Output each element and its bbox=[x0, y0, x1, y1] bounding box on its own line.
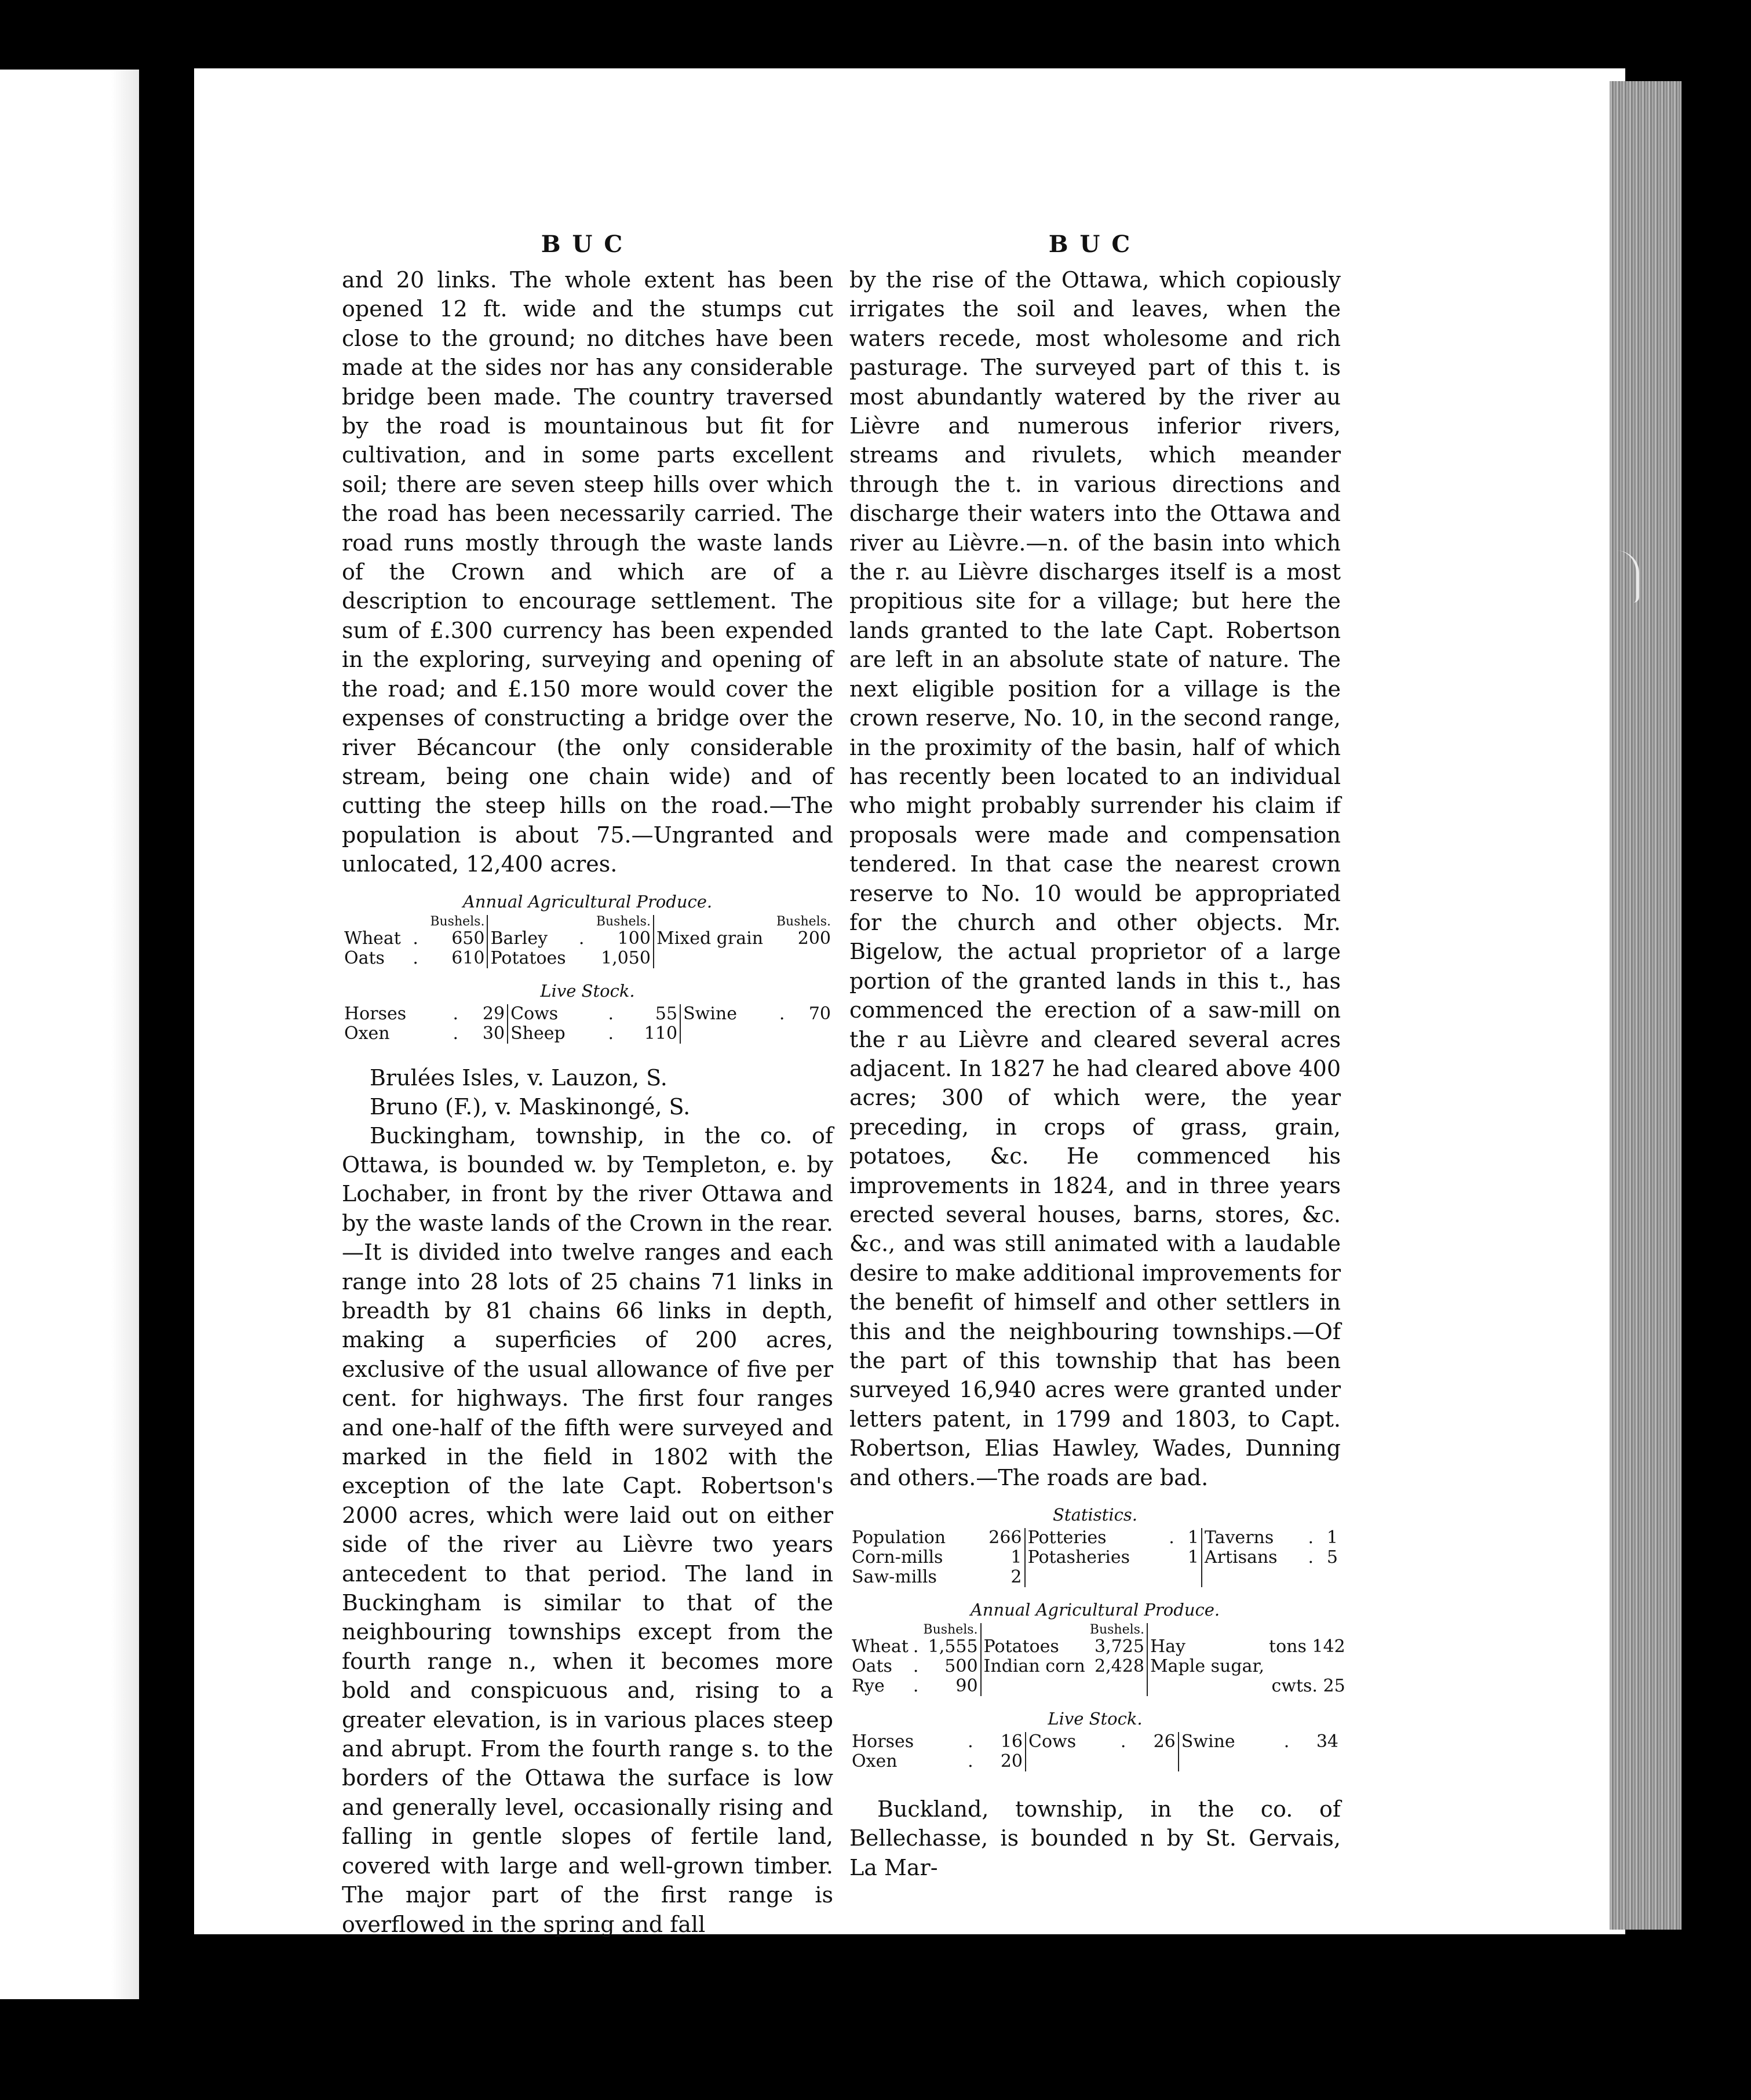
statistics-caption: Statistics. bbox=[1053, 1505, 1137, 1525]
table-row: Rye . 90 cwts. 25 bbox=[852, 1676, 1345, 1697]
running-head-left: BUC bbox=[541, 231, 634, 258]
paragraph-buckland: Buckland, township, in the co. of Bellechasse, is bounded n by St. Gervais, La Mar- bbox=[849, 1796, 1341, 1880]
livestock-caption: Live Stock. bbox=[540, 980, 635, 1001]
livestock-table-right bbox=[849, 1732, 1341, 1771]
table-row: Corn-mills 1 Potasheries 1 Artisans . 5 bbox=[852, 1547, 1338, 1568]
left-column bbox=[342, 231, 833, 1939]
running-head-right: BUC bbox=[1048, 231, 1142, 258]
table-row: Oxen . 30 Sheep . 110 bbox=[342, 1024, 833, 1044]
statistics-table bbox=[849, 1528, 1341, 1587]
table-row: Wheat . 650 Barley . 100 Mixed grain 200 bbox=[344, 928, 831, 949]
paragraph-buckingham-cont: by the rise of the Ottawa, which copiously irrigates the soil and leaves, when the waters recede, most wholesome and rich pasturage. The surveyed part of this t. is most abundantly watered by the river au Lièvre and numerous inferior rivers, streams and rivulets, which meander through the t. in various directions and discharge their waters into the Ottawa and river au Lièvre.—n. of the basin into which the r. au Lièvre discharges itself is a most propitious site for a village; but here the lands granted to the late Capt. Robertson are left in an absolute state of nature. The next eligible position for a village is the crown reserve, No. 10, in the second range, in the proximity of the basin, half of which has recently been located to an individual who might probably surrender his claim if proposals were made and compensation tendered. In that case the nearest crown reserve to No. 10 would be appropriated for the church and other objects. Mr. Bigelow, the actual proprietor of a large portion of the granted lands in this t., has commenced the erection of a saw-mill on the r au Lièvre and cleared several acres adjacent. In 1827 he had cleared above 400 acres; 300 of which were, the year preceding, in crops of grass, grain, potatoes, &c. He commenced his improvements in 1824, and in three years erected several houses, barns, stores, &c. &c., and was still animated with a laudable desire to make additional improvements for the benefit of himself and other settlers in this and the neighbouring townships.—Of the part of this township that has been surveyed 16,940 acres were granted under letters patent, in 1799 and 1803, to Capt. Robertson, Elias Hawley, Wades, Dunning and others.—The roads are bad. bbox=[849, 267, 1341, 1490]
table-row: Saw-mills 2 bbox=[849, 1567, 1340, 1587]
page-edges bbox=[1610, 81, 1681, 1930]
table-row: Wheat . 1,555 Potatoes 3,725 Hay tons 142 bbox=[852, 1636, 1345, 1657]
livestock-caption-right: Live Stock. bbox=[1048, 1709, 1143, 1729]
table-row: Horses . 29 Cows . 55 Swine . 70 bbox=[344, 1003, 831, 1024]
livestock-table bbox=[342, 1004, 833, 1044]
previous-page-edge bbox=[0, 70, 139, 1999]
produce-caption: Annual Agricultural Produce. bbox=[462, 891, 713, 912]
entry-brulees-isles: Brulées Isles, v. Lauzon, S. bbox=[370, 1064, 667, 1091]
table-row: Oats . 610 Potatoes 1,050 bbox=[342, 949, 833, 968]
right-column bbox=[849, 231, 1345, 1882]
paragraph-buckingham: Buckingham, township, in the co. of Ottawa, is bounded w. by Templeton, e. by Lochaber, in front by the river Ottawa and by the waste lands of the Crown in the rear.—It is divided into twelve ranges and each range into 28 lots of 25 chains 71 links in breadth by 81 chains 66 links in depth, making a superficies of 200 acres, exclusive of the usual allowance of five per cent. for highways. The first four ranges and one-half of the fifth were surveyed and marked in the field in 1802 with the exception of the late Capt. Robertson's 2000 acres, which were laid out on either side of the river au Lièvre two years antecedent to that period. The land in Buckingham is similar to that of the neighbouring townships except from the fourth range n., when it becomes more bold and conspicuous and, rising to a greater elevation, is in various places steep and abrupt. From the fourth range s. to the borders of the Ottawa the surface is low and generally level, occasionally rising and falling in gentle slopes of fertile land, covered with large and well-grown timber. The major part of the first range is overflowed in the spring and fall bbox=[342, 1122, 833, 1937]
paragraph-road: and 20 links. The whole extent has been opened 12 ft. wide and the stumps cut close to the ground; no ditches have been made at the sides nor has any considerable bridge been made. The country traversed by the road is mountainous but fit for cultivation, and in some parts excellent soil; there are seven steep hills over which the road has been necessarily carried. The road runs mostly through the waste lands of the Crown and which are of a description to encourage settlement. The sum of £.300 currency has been expended in the exploring, surveying and opening of the road; and £.150 more would cover the expenses of constructing a bridge over the river Bécancour (the only considerable stream, being one chain wide) and of cutting the steep hills on the road.—The population is about 75.—Ungranted and unlocated, 12,400 acres. bbox=[342, 267, 833, 877]
entry-bruno: Bruno (F.), v. Maskinongé, S. bbox=[370, 1093, 691, 1120]
table-row: Oxen . 20 bbox=[849, 1752, 1341, 1771]
produce-table: Bushels. Bushels. Bushels. Wheat . 650 Barley . 100 Mixed grain 200 Oats . 610 Potatoes 1,050 bbox=[342, 915, 833, 968]
produce-caption-right: Annual Agricultural Produce. bbox=[970, 1600, 1220, 1620]
table-row: Oats . 500 Indian corn 2,428 Maple sugar, bbox=[852, 1656, 1265, 1677]
table-row: Population 266 Potteries . 1 Taverns . 1 bbox=[852, 1527, 1338, 1548]
produce-table-right: Bushels. Bushels. Wheat . 1,555 Potatoes 3,725 Hay tons 142 Oats . 500 Indian corn 2,428 Maple sugar, Rye . 90 cwts. 25 bbox=[849, 1623, 1348, 1696]
table-row: Horses . 16 Cows . 26 Swine . 34 bbox=[852, 1731, 1338, 1752]
